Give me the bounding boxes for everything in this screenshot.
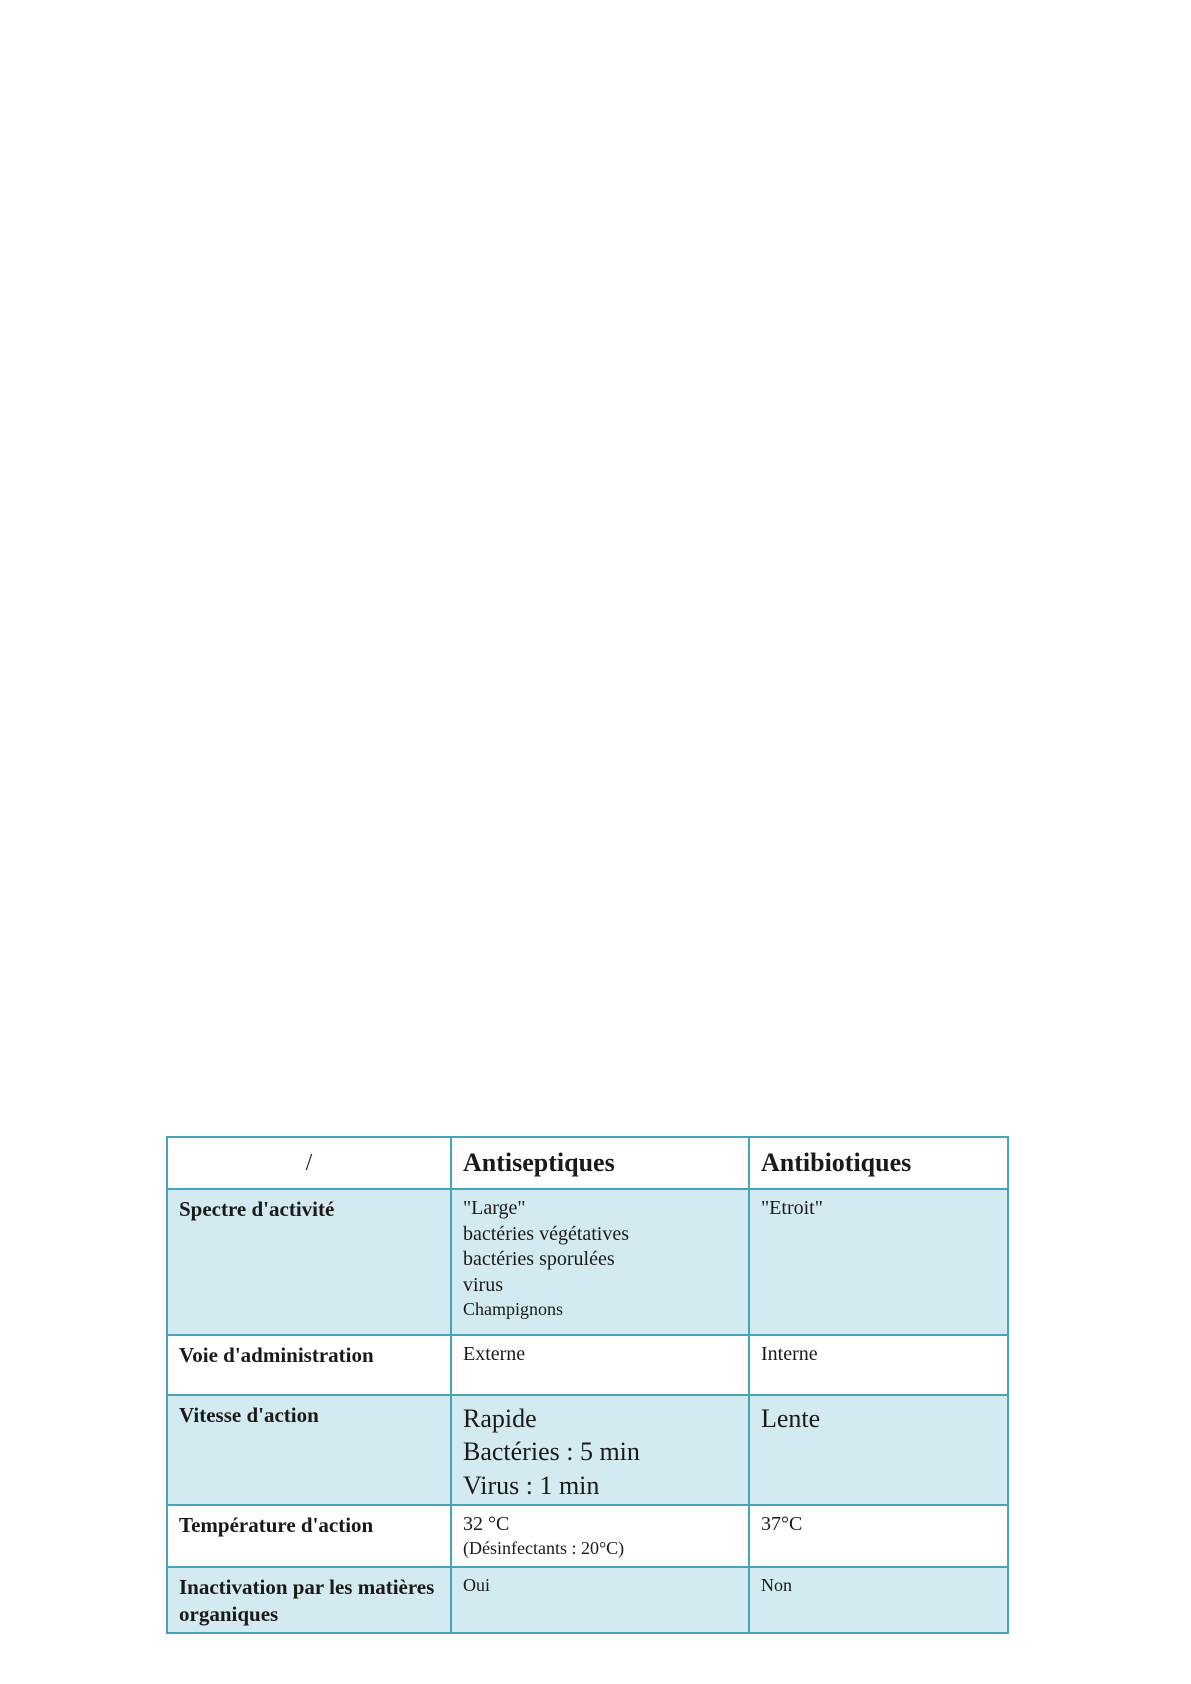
cell-inactivation-antiseptiques [451,1567,749,1633]
cell-line: 32 °C [463,1512,510,1535]
column-header-antiseptiques: Antiseptiques [451,1137,749,1189]
cell-inactivation-antibiotiques [749,1567,1008,1633]
cell-temperature-antibiotiques [749,1505,1008,1567]
cell-line: Oui [463,1574,490,1595]
cell-line: 37°C [761,1512,803,1535]
cell-line: bactéries sporulées [463,1248,615,1271]
cell-line: "Large" [463,1197,526,1219]
cell-line: (Désinfectants : 20°C) [463,1538,625,1559]
comparison-table [166,1136,1009,1634]
cell-line: Champignons [463,1299,564,1320]
row-label-spectre: Spectre d'activité [167,1189,451,1335]
table-row-vitesse [167,1395,1008,1505]
column-header-antibiotiques: Antibiotiques [749,1137,1008,1189]
row-label-vitesse: Vitesse d'action [167,1395,451,1505]
cell-line: Bactéries : 5 min [463,1437,640,1467]
cell-voie-antibiotiques [749,1335,1008,1395]
table-row-spectre [167,1189,1008,1335]
cell-spectre-antibiotiques [749,1189,1008,1335]
cell-line: virus [463,1273,503,1296]
cell-line: Rapide [463,1404,537,1433]
cell-line: "Etroit" [761,1197,823,1219]
cell-temperature-antiseptiques [451,1505,749,1567]
row-label-voie: Voie d'administration [167,1335,451,1395]
table-row-inactivation [167,1567,1008,1633]
table-row-temperature [167,1505,1008,1567]
cell-line: Lente [761,1404,821,1433]
cell-spectre-antiseptiques [451,1189,749,1335]
cell-line: Interne [761,1343,818,1365]
row-label-inactivation: Inactivation par les matières organiques [167,1567,451,1633]
cell-line: Non [761,1574,792,1595]
table-row-voie [167,1335,1008,1395]
row-label-temperature: Température d'action [167,1505,451,1567]
cell-vitesse-antiseptiques [451,1395,749,1505]
table-header-row [167,1137,1008,1189]
cell-line: bactéries végétatives [463,1222,630,1245]
cell-line: Externe [463,1343,526,1365]
cell-vitesse-antibiotiques [749,1395,1008,1505]
cell-voie-antiseptiques [451,1335,749,1395]
corner-cell: / [167,1137,451,1189]
cell-line: Virus : 1 min [463,1470,600,1500]
